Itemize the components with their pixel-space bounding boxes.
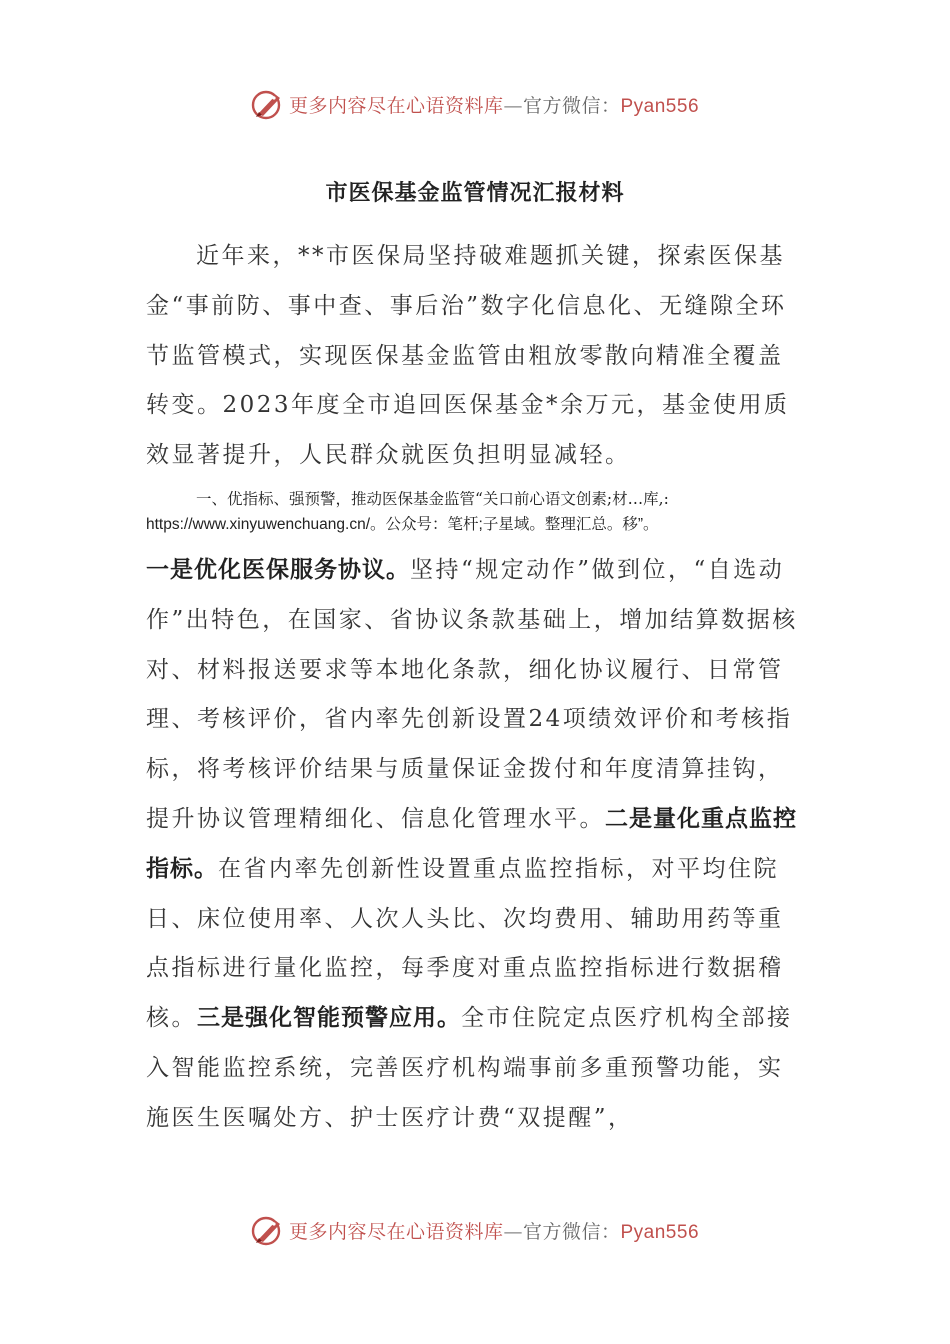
banner-text: 更多内容尽在心语资料库—官方微信：Pyan556	[288, 94, 700, 117]
point-2-heading: 二是量化重点监控指标。	[146, 805, 797, 882]
point-1-text: 坚持“规定动作”做到位，“自选动作”出特色，在国家、省协议条款基础上，增加结算数据核对、材料报送要求等本地化条款，细化协议履行、日常管理、考核评价，省内率先创新设置24项绩效评价和考核指标，将考核评价结果与质量保证金拨付和年度清算挂钩，提升协议管理精细化、信息化管理水平。	[146, 557, 798, 832]
point-3-heading: 三是强化智能预警应用。	[197, 1005, 461, 1032]
note-line-1: 一、优指标、强预警，推动医保基金监管“关口前心语文创素;材…库,:	[196, 490, 669, 508]
point-2-text: 在省内率先创新性设置重点监控指标，对平均住院日、床位使用率、人次人头比、次均费用、辅助用药等重点指标进行量化监控，每季度对重点监控指标进行数据稽核。	[146, 855, 784, 1032]
header-banner	[0, 82, 950, 126]
intro-paragraph: 近年来，**市医保局坚持破难题抓关键，探索医保基金“事前防、事中查、事后治”数字化信息化、无缝隙全环节监管模式，实现医保基金监管由粗放零散向精准全覆盖转变。2023年度全市追回医保基金*余万元，基金使用质效显著提升，人民群众就医负担明显减轻。	[146, 243, 790, 469]
pen-logo-icon	[251, 87, 285, 121]
point-1-heading: 一是优化医保服务协议。	[146, 557, 410, 583]
document-title: 市医保基金监管情况汇报材料	[325, 180, 625, 206]
point-3-text: 全市住院定点医疗机构全部接入智能监控系统，完善医疗机构端事前多重预警功能，实施医生医嘱处方、护士医疗计费“双提醒”，	[146, 1005, 793, 1131]
note-line-2: https://www.xinyuwenchuang.cn/。公众号：笔杆;子星域。整理汇总。移”。	[146, 516, 659, 533]
pen-logo-icon	[251, 1213, 285, 1247]
measures-paragraph	[146, 546, 806, 1144]
section-heading-note	[146, 486, 806, 538]
banner-text: 更多内容尽在心语资料库—官方微信：Pyan556	[288, 1220, 700, 1243]
footer-banner	[0, 1208, 950, 1252]
